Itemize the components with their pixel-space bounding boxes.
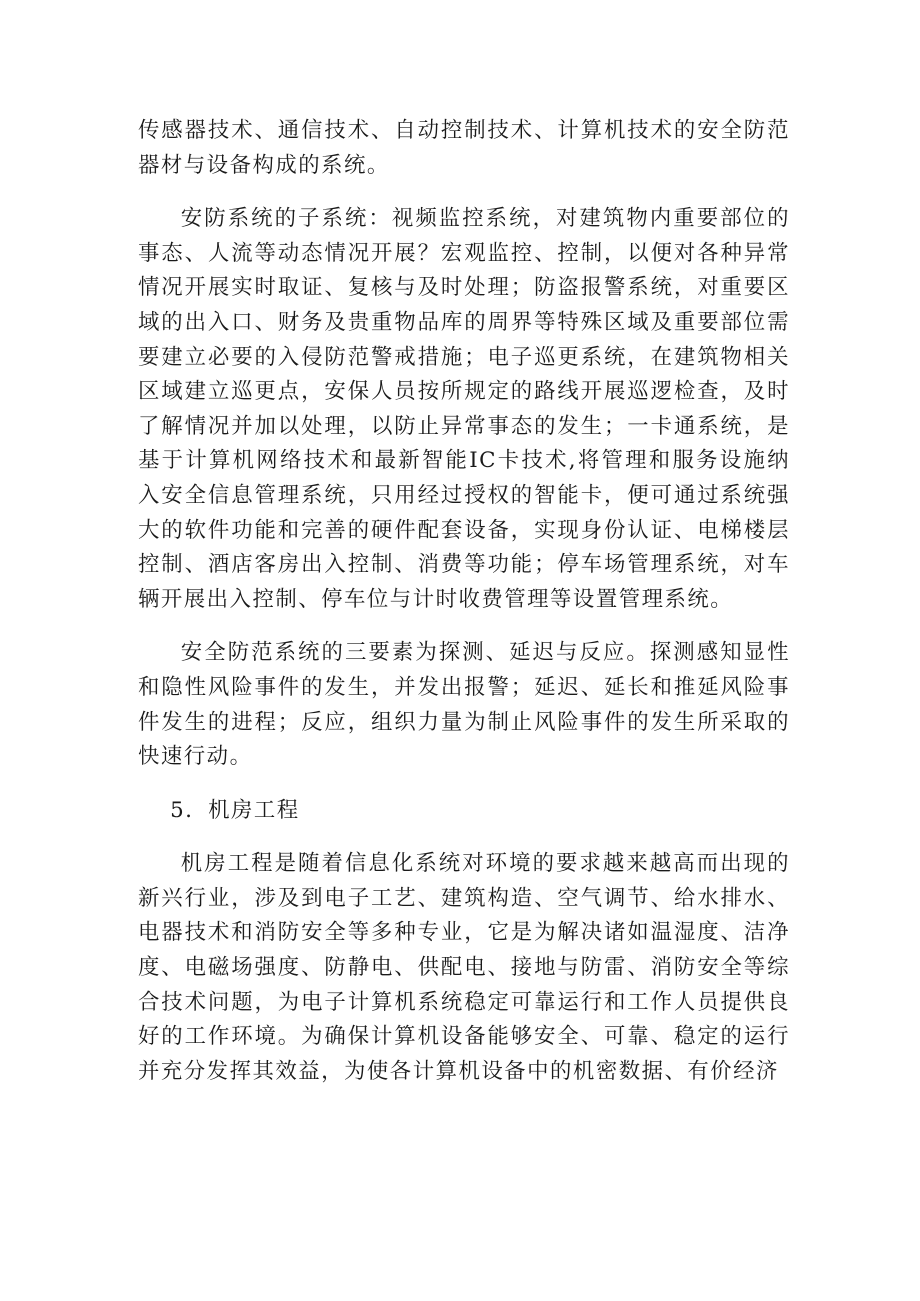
- paragraph-machine-room-engineering: 机房工程是随着信息化系统对环境的要求越来越高而出现的新兴行业，涉及到电子工艺、建筑构造、空气调节、给水排水、电器技术和消防安全等多种专业，它是为解决诸如温湿度、洁净度、电磁场强度、防静电、供配电、接地与防雷、消防安全等综合技术问题，为电子计算机系统稳定可靠运行和工作人员提供良好的工作环境。为确保计算机设备能够安全、可靠、稳定的运行并充分发挥其效益，为使各计算机设备中的机密数据、有价经济: [138, 851, 790, 1084]
- paragraph-security-subsystems: 安防系统的子系统：视频监控系统，对建筑物内重要部位的事态、人流等动态情况开展？宏观监控、控制，以便对各种异常情况开展实时取证、复核与及时处理；防盗报警系统，对重要区域的出入口、财务及贵重物品库的周界等特殊区域及重要部位需要建立必要的入侵防范警戒措施；电子巡更系统，在建筑物相关区域建立巡更点，安保人员按所规定的路线开展巡逻检查，及时了解情况并加以处理，以防止异常事态的发生；一卡通系统，是基于计算机网络技术和最新智能IC卡技术,将管理和服务设施纳入安全信息管理系统，只用经过授权的智能卡，便可通过系统强大的软件功能和完善的硬件配套设备，实现身份认证、电梯楼层控制、酒店客房出入控制、消费等功能；停车场管理系统，对车辆开展出入控制、停车位与计时收费管理等设置管理系统。: [138, 206, 790, 612]
- section-heading-machine-room: 5．机房工程: [170, 797, 300, 823]
- paragraph-three-elements: 安全防范系统的三要素为探测、延迟与反应。探测感知显性和隐性风险事件的发生，并发出报警；延迟、延长和推延风险事件发生的进程；反应，组织力量为制止风险事件的发生所采取的快速行动。: [138, 640, 790, 770]
- document-body: [138, 114, 790, 1108]
- paragraph-sensor-systems: 传感器技术、通信技术、自动控制技术、计算机技术的安全防范器材与设备构成的系统。: [138, 118, 790, 178]
